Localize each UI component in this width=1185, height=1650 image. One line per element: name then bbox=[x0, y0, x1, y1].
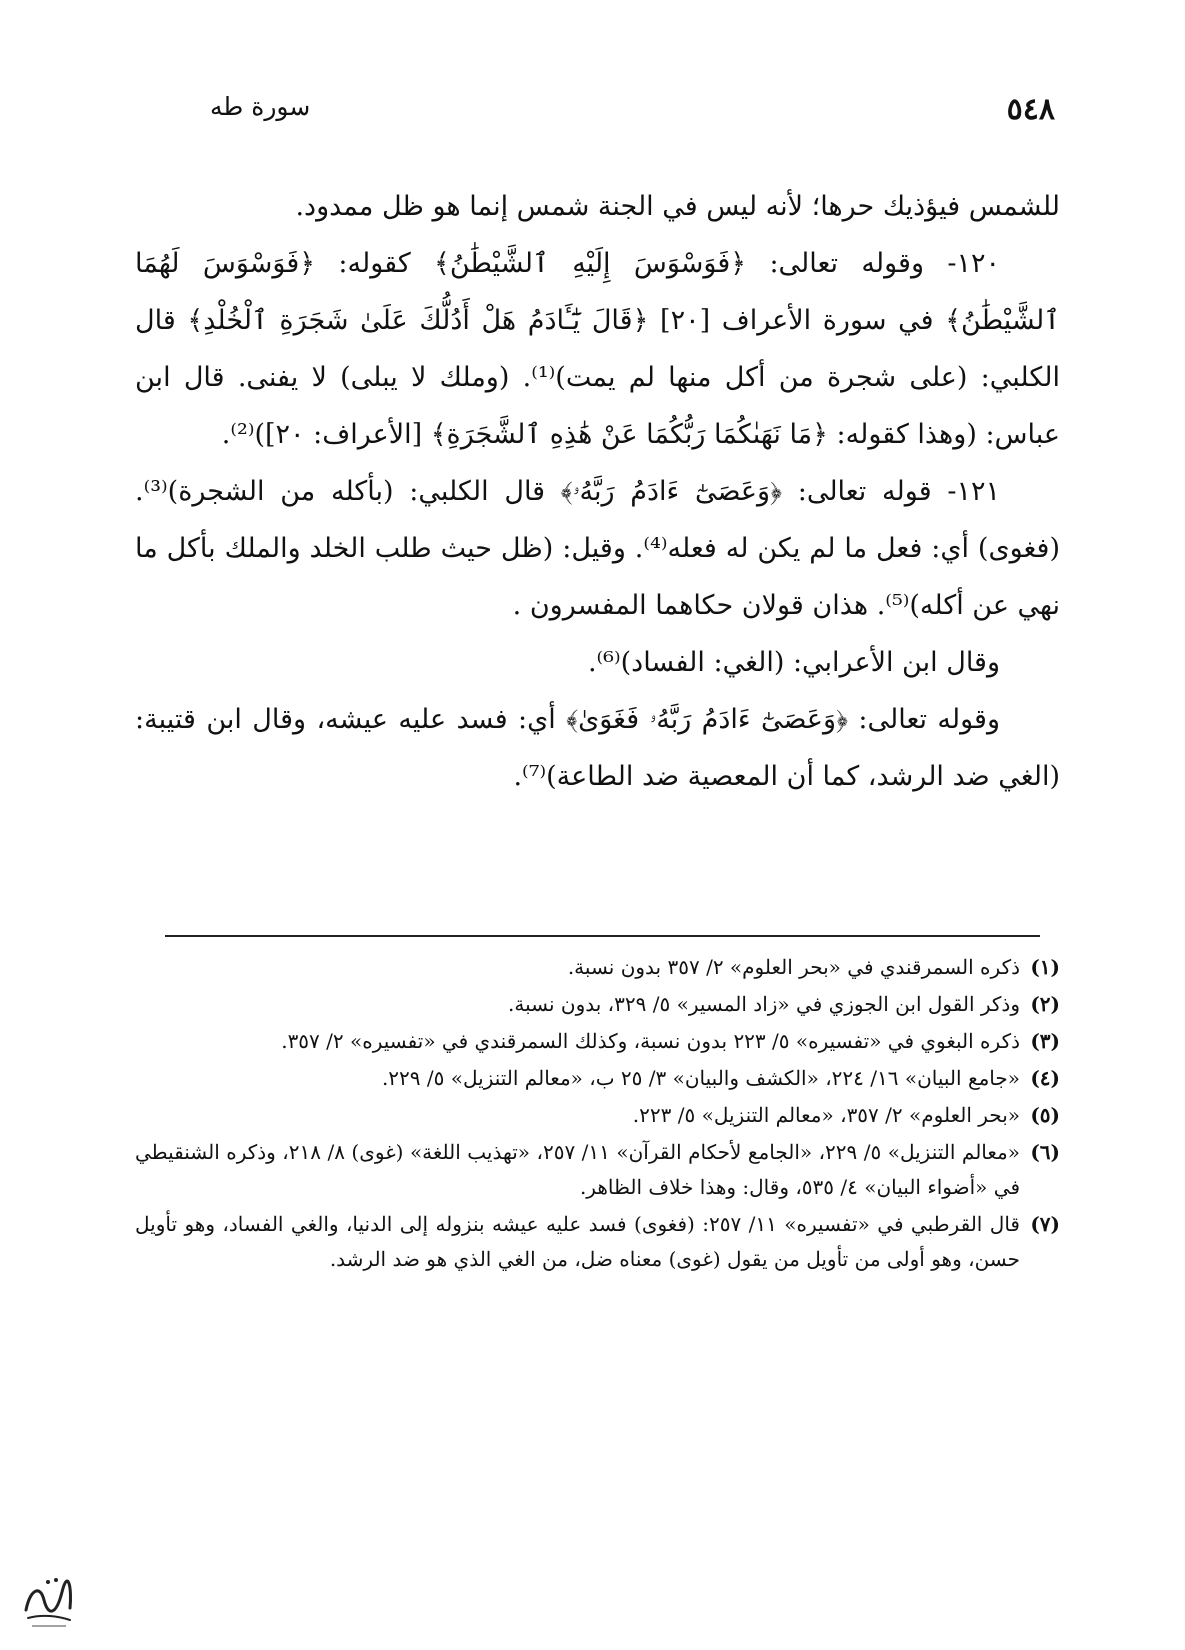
footnote bbox=[135, 1061, 1060, 1096]
footnote-number: (٤) bbox=[1030, 1066, 1060, 1090]
paragraph-ibn-alarabi: وقال ابن الأعرابي: (الغي: الفساد)⁽⁶⁾. bbox=[587, 647, 1000, 678]
footnote-text: ذكره البغوي في «تفسيره» ٥/ ٢٢٣ بدون نسبة، وكذلك السمرقندي في «تفسيره» ٢/ ٣٥٧. bbox=[281, 1029, 1020, 1053]
paragraph-ibn-qutayba: وقوله تعالى: ﴿وَعَصَىٰٓ ءَادَمُ رَبَّهُۥ فَغَوَىٰ﴾ أي: فسد عليه عيشه، وقال ابن قتيبة: (الغي ضد الرشد، كما أن المعصية ضد الطاعة)⁽⁷⁾. bbox=[135, 704, 1060, 792]
footnote-divider bbox=[165, 935, 1040, 937]
footnote-text: «جامع البيان» ١٦/ ٢٢٤، «الكشف والبيان» ٣/ ٢٥ ب، «معالم التنزيل» ٥/ ٢٢٩. bbox=[381, 1066, 1020, 1090]
footnote bbox=[135, 1098, 1060, 1133]
paragraph-121: ١٢١- قوله تعالى: ﴿وَعَصَىٰٓ ءَادَمُ رَبَّهُۥ﴾ قال الكلبي: (بأكله من الشجرة)⁽³⁾. (فغوى) أي: فعل ما لم يكن له فعله⁽⁴⁾. وقيل: (ظل حيث طلب الخلد والملك بأكل ما نهي عن أكله)⁽⁵⁾. هذان قولان حكاهما المفسرون . bbox=[135, 476, 1060, 621]
footnote bbox=[135, 950, 1060, 985]
main-text bbox=[135, 178, 1060, 805]
footnote-text: «بحر العلوم» ٢/ ٣٥٧، «معالم التنزيل» ٥/ ٢٢٣. bbox=[632, 1103, 1020, 1127]
footnote bbox=[135, 1207, 1060, 1277]
footnote-text: وذكر القول ابن الجوزي في «زاد المسير» ٥/ ٣٢٩، بدون نسبة. bbox=[508, 992, 1020, 1016]
footnote-number: (١) bbox=[1030, 955, 1060, 979]
footnote bbox=[135, 1024, 1060, 1059]
paragraph-continuation: للشمس فيؤذيك حرها؛ لأنه ليس في الجنة شمس إنما هو ظل ممدود. bbox=[295, 191, 1060, 222]
footnote-number: (٧) bbox=[1030, 1212, 1060, 1236]
footnote-text: «معالم التنزيل» ٥/ ٢٢٩، «الجامع لأحكام القرآن» ١١/ ٢٥٧، «تهذيب اللغة» (غوى) ٨/ ٢١٨، وذكره الشنقيطي في «أضواء البيان» ٤/ ٥٣٥، وقال: وهذا خلاف الظاهر. bbox=[135, 1140, 1020, 1199]
footnote bbox=[135, 1135, 1060, 1205]
paragraph-120: ١٢٠- وقوله تعالى: ﴿فَوَسْوَسَ إِلَيْهِ ٱلشَّيْطَٰنُ﴾ كقوله: ﴿فَوَسْوَسَ لَهُمَا ٱلشَّيْطَٰنُ﴾ في سورة الأعراف [٢٠] ﴿قَالَ يَٰٓـَٔادَمُ هَلْ أَدُلُّكَ عَلَىٰ شَجَرَةِ ٱلْخُلْدِ﴾ قال الكلبي: (على شجرة من أكل منها لم يمت)⁽¹⁾. (وملك لا يبلى) لا يفنى. قال ابن عباس: (وهذا كقوله: ﴿مَا نَهَىٰكُمَا رَبُّكُمَا عَنْ هَٰذِهِ ٱلشَّجَرَةِ﴾ [الأعراف: ٢٠])⁽²⁾. bbox=[135, 248, 1061, 450]
footnote-number: (٦) bbox=[1030, 1140, 1060, 1164]
footnote-text: ذكره السمرقندي في «بحر العلوم» ٢/ ٣٥٧ بدون نسبة. bbox=[567, 955, 1020, 979]
page-header bbox=[150, 92, 1055, 132]
footnote bbox=[135, 987, 1060, 1022]
footnote-number: (٥) bbox=[1030, 1103, 1060, 1127]
footnote-number: (٣) bbox=[1030, 1029, 1060, 1053]
watermark-logo bbox=[18, 1570, 78, 1632]
footnote-number: (٢) bbox=[1030, 992, 1060, 1016]
page-number: ٥٤٨ bbox=[1006, 92, 1055, 127]
running-title: سورة طه bbox=[210, 92, 311, 121]
footnotes bbox=[135, 950, 1060, 1279]
footnote-text: قال القرطبي في «تفسيره» ١١/ ٢٥٧: (فغوى) فسد عليه عيشه بنزوله إلى الدنيا، والغي الفساد، وهو تأويل حسن، وهو أولى من تأويل من يقول (غوى) معناه ضل، من الغي الذي هو ضد الرشد. bbox=[135, 1212, 1020, 1271]
